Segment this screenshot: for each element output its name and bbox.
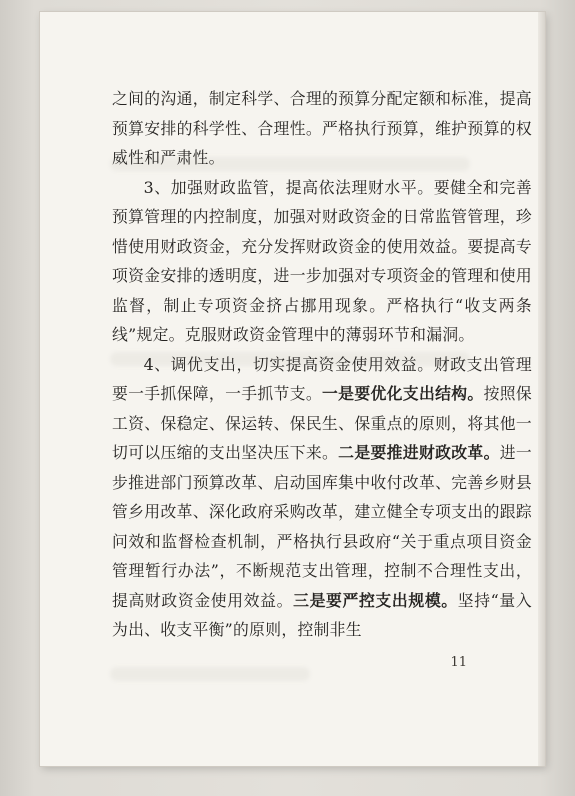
paragraph-1 xyxy=(112,84,532,173)
document-page xyxy=(40,12,545,766)
paragraph-text: 4、调优支出，切实提高资金使用效益。财政支出管理要一手抓保障，一手抓节支。 xyxy=(112,354,532,403)
bold-subheading: 二是要推进财政改革。 xyxy=(338,443,500,462)
body-text xyxy=(112,84,532,645)
paragraph-text: 坚持“量入为出、收支平衡”的原则，控制非生 xyxy=(112,590,532,639)
paragraph-text: 按照保工资、保稳定、保运转、保民生、保重点的原则，将其他一切可以压缩的支出坚决压下来。 xyxy=(112,384,532,462)
paragraph-text: 3、加强财政监管，提高依法理财水平。要健全和完善预算管理的内控制度，加强对财政资金的日常监管管理，珍惜使用财政资金，充分发挥财政资金的使用效益。要提高专项资金安排的透明度，进一步加强对专项资金的管理和使用监督，制止专项资金挤占挪用现象。严格执行“收支两条线”规定。克服财政资金管理中的薄弱环节和漏洞。 xyxy=(112,177,532,344)
bleed-through-mark xyxy=(110,667,310,681)
paragraph-text: 进一步推进部门预算改革、启动国库集中收付改革、完善乡财县管乡用改革、深化政府采购改革，建立健全专项支出的跟踪问效和监督检查机制，严格执行县政府“关于重点项目资金管理暂行办法”，不断规范支出管理，控制不合理性支出，提高财政资金使用效益。 xyxy=(112,443,532,610)
paragraph-3 xyxy=(112,350,532,645)
paragraph-text: 之间的沟通，制定科学、合理的预算分配定额和标准，提高预算安排的科学性、合理性。严格执行预算，维护预算的权威性和严肃性。 xyxy=(112,89,532,167)
bold-subheading: 三是要严控支出规模。 xyxy=(293,590,458,610)
bold-subheading: 一是要优化支出结构。 xyxy=(322,384,484,403)
page-number: 11 xyxy=(450,655,467,670)
page-edge xyxy=(538,12,545,766)
paragraph-2 xyxy=(112,173,532,350)
